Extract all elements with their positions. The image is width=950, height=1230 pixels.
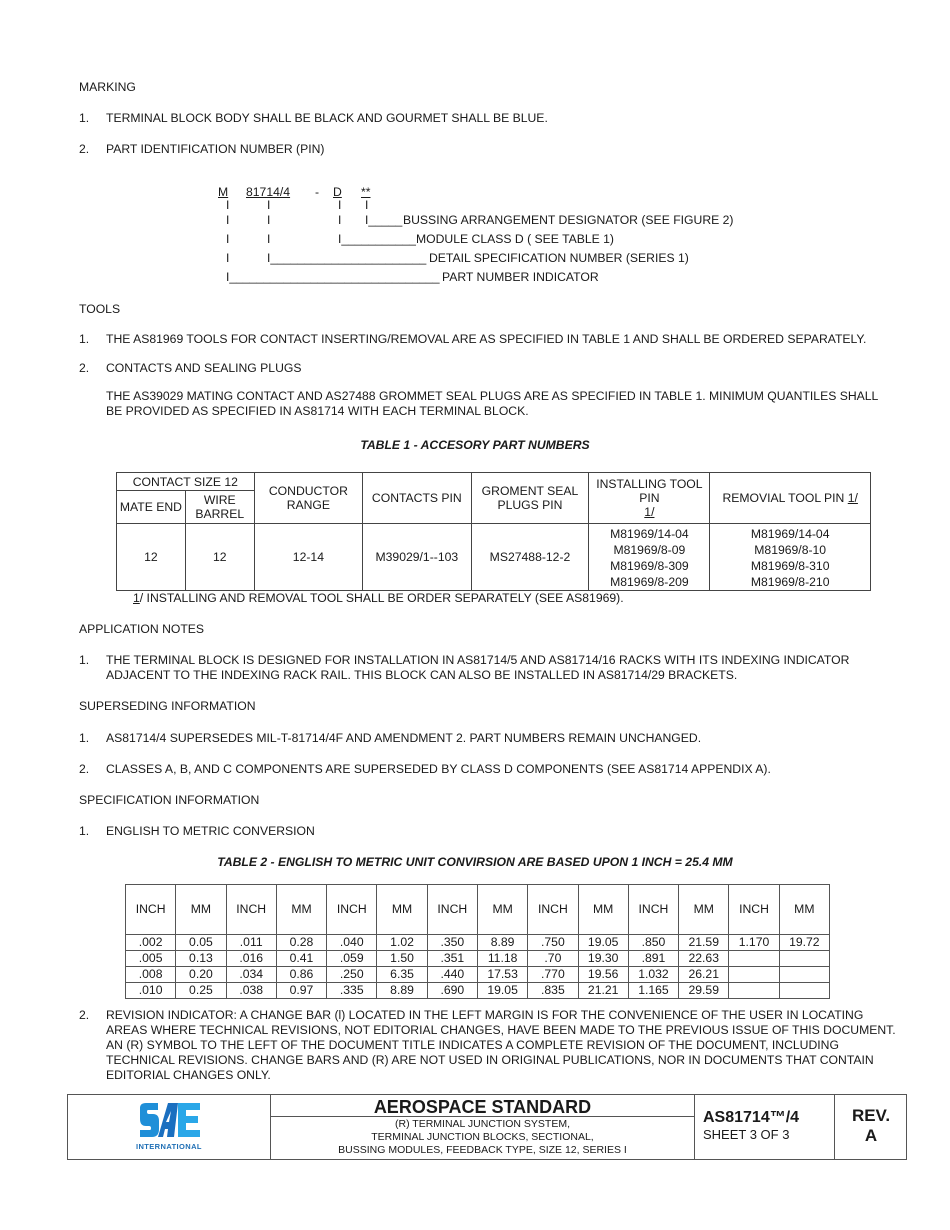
pin-designator: ** [361, 185, 371, 199]
header-mm: MM [477, 885, 527, 935]
section-heading-specification: SPECIFICATION INFORMATION [79, 793, 260, 807]
pin-line-prefix: PART NUMBER INDICATOR [442, 270, 599, 284]
header-mm: MM [578, 885, 628, 935]
header-mm: MM [679, 885, 729, 935]
revision-value: A [864, 1126, 878, 1145]
header-mm: MM [377, 885, 427, 935]
section-heading-marking: MARKING [79, 80, 136, 94]
logo-text: INTERNATIONAL [136, 1142, 202, 1151]
list-number: 1. [79, 731, 90, 745]
list-item-text: REVISION INDICATOR: A CHANGE BAR (l) LOCATED IN THE LEFT MARGIN IS FOR THE CONVENIENCE OF THE USER IN LOCATING AREAS WHERE TECHNICAL REVISIONS, NOT EDITORIAL CHANGES, HAVE BEEN MADE TO THE PREVIOUS ISSUE OF THIS DOCUMENT. AN (R) SYMBOL TO THE LEFT OF THE DOCUMENT TITLE INDICATES A COMPLETE REVISION OF THE DOCUMENT, INCLUDING TECHNICAL REVISIONS. CHANGE BARS AND (R) ARE NOT USED IN ORIGINAL PUBLICATIONS, NOR IN DOCUMENTS THAT CONTAIN EDITORIAL CHANGES ONLY. [106, 1008, 896, 1082]
header-inch: INCH [427, 885, 477, 935]
header-inch: INCH [226, 885, 276, 935]
pin-spec: 81714/4 [246, 185, 291, 199]
header-inch: INCH [327, 885, 377, 935]
header-inch: INCH [528, 885, 578, 935]
table-row [117, 524, 871, 591]
pin-line-spec: DETAIL SPECIFICATION NUMBER (SERIES 1) [429, 251, 689, 265]
header-inch: INCH [126, 885, 176, 935]
header-removial-tool: REMOVIAL TOOL PIN 1/ [710, 473, 871, 524]
header-contacts-pin: CONTACTS PIN [363, 473, 471, 524]
table-row: .010 0.25 .038 0.97 .335 8.89 .690 19.05 .835 21.21 1.165 29.59 [126, 983, 830, 999]
table-accessory-part-numbers [116, 472, 871, 591]
table1-caption: TABLE 1 - ACCESORY PART NUMBERS [360, 438, 590, 452]
list-item-text: CONTACTS AND SEALING PLUGS [106, 361, 302, 375]
revision-label: REV. [851, 1106, 891, 1125]
list-number: 2. [79, 361, 90, 375]
header-inch: INCH [628, 885, 678, 935]
list-item-text: TERMINAL BLOCK BODY SHALL BE BLACK AND GOURMET SHALL BE BLUE. [106, 111, 548, 125]
header-mm: MM [276, 885, 326, 935]
header-mm: MM [779, 885, 829, 935]
standard-label: AEROSPACE STANDARD [271, 1095, 694, 1117]
table2-caption: TABLE 2 - ENGLISH TO METRIC UNIT CONVIRSION ARE BASED UPON 1 INCH = 25.4 MM [217, 855, 733, 869]
cell-conductor-range: 12-14 [254, 524, 362, 591]
list-item-text: CLASSES A, B, AND C COMPONENTS ARE SUPERSEDED BY CLASS D COMPONENTS (SEE AS81714 APPENDIX A). [106, 762, 771, 776]
cell-installing-tools: M81969/14-04 M81969/8-09 M81969/8-309 M81969/8-209 [589, 524, 710, 591]
list-item-text: THE AS81969 TOOLS FOR CONTACT INSERTING/REMOVAL ARE AS SPECIFIED IN TABLE 1 AND SHALL BE ORDERED SEPARATELY. [106, 332, 867, 346]
header-groment: GROMENT SEAL PLUGS PIN [471, 473, 589, 524]
section-heading-superseding: SUPERSEDING INFORMATION [79, 699, 256, 713]
cell-groment: MS27488-12-2 [471, 524, 589, 591]
section-heading-tools: TOOLS [79, 302, 121, 316]
list-item-text: AS81714/4 SUPERSEDES MIL-T-81714/4F AND AMENDMENT 2. PART NUMBERS REMAIN UNCHANGED. [106, 731, 702, 745]
table1-footnote: 1/ INSTALLING AND REMOVAL TOOL SHALL BE ORDER SEPARATELY (SEE AS81969). [133, 591, 624, 605]
cell-wire-barrel: 12 [185, 524, 254, 591]
table-row: .005 0.13 .016 0.41 .059 1.50 .351 11.18 .70 19.30 .891 22.63 [126, 951, 830, 967]
header-installing-tool: INSTALLING TOOL PIN 1/ [589, 473, 710, 524]
list-number: 1. [79, 653, 90, 667]
list-number: 1. [79, 332, 90, 346]
document-number: AS81714™/4 [703, 1109, 800, 1126]
list-item-text: THE TERMINAL BLOCK IS DESIGNED FOR INSTALLATION IN AS81714/5 AND AS81714/16 RACKS WITH ITS INDEXING INDICATOR ADJACENT TO THE INDEXING RACK RAIL. THIS BLOCK CAN ALSO BE INSTALLED IN AS81714/29 BRACKETS. [106, 653, 850, 682]
sae-logo-icon [138, 1103, 202, 1139]
list-number: 1. [79, 824, 90, 838]
cell-contacts-pin: M39029/1--103 [363, 524, 471, 591]
list-number: 1. [79, 111, 90, 125]
pin-line-designator: BUSSING ARRANGEMENT DESIGNATOR (SEE FIGURE 2) [403, 213, 734, 227]
title-block [67, 1094, 907, 1160]
cell-removial-tools: M81969/14-04 M81969/8-10 M81969/8-310 M81969/8-210 [710, 524, 871, 591]
header-mm: MM [176, 885, 226, 935]
pin-line-class: MODULE CLASS D ( SEE TABLE 1) [416, 232, 614, 246]
list-item-text: ENGLISH TO METRIC CONVERSION [106, 824, 315, 838]
section-heading-application-notes: APPLICATION NOTES [79, 622, 205, 636]
header-conductor-range: CONDUCTOR RANGE [254, 473, 362, 524]
table-row: .008 0.20 .034 0.86 .250 6.35 .440 17.53 .770 19.56 1.032 26.21 [126, 967, 830, 983]
list-number: 2. [79, 1008, 90, 1022]
document-title: (R) TERMINAL JUNCTION SYSTEM, TERMINAL JUNCTION BLOCKS, SECTIONAL, BUSSING MODULES, FEEDBACK TYPE, SIZE 12, SERIES I [338, 1118, 627, 1156]
pin-prefix: M [218, 185, 229, 199]
header-wire-barrel: WIRE BARREL [185, 491, 254, 524]
list-item-text: PART IDENTIFICATION NUMBER (PIN) [106, 142, 325, 156]
table-row: .002 0.05 .011 0.28 .040 1.02 .350 8.89 .750 19.05 .850 21.59 1.170 19.72 [126, 935, 830, 951]
document-number-cell [695, 1095, 835, 1159]
cell-mate-end: 12 [117, 524, 186, 591]
list-number: 2. [79, 142, 90, 156]
list-number: 2. [79, 762, 90, 776]
table-header-row [126, 885, 830, 935]
pin-diagram: M 81714/4 - D ** I I I I I I I I_____ BUSSING ARRANGEMENT DESIGNATOR (SEE FIGURE 2) I I I___________ MODULE CLASS D ( SEE TABLE 1) I I_______________________ DETAIL SPECIFICATION NUMBER (SERIES 1) I_______________________________ PART NUMBER INDICATOR [218, 185, 734, 284]
header-contact-size: CONTACT SIZE 12 [117, 473, 255, 491]
header-inch: INCH [729, 885, 779, 935]
header-mate-end: MATE END [117, 491, 186, 524]
sheet-number: SHEET 3 OF 3 [703, 1127, 790, 1142]
pin-dash: - [315, 185, 320, 199]
revision-cell [835, 1095, 907, 1159]
table-english-metric [125, 884, 830, 999]
tools-paragraph: THE AS39029 MATING CONTACT AND AS27488 GROMMET SEAL PLUGS ARE AS SPECIFIED IN TABLE 1. MINIMUM QUANTILES SHALL BE PROVIDED AS SPECIFIED IN AS81714 WITH EACH TERMINAL BLOCK. [106, 389, 878, 418]
sae-logo [68, 1095, 271, 1159]
title-column [271, 1095, 695, 1159]
pin-class: D [333, 185, 342, 199]
